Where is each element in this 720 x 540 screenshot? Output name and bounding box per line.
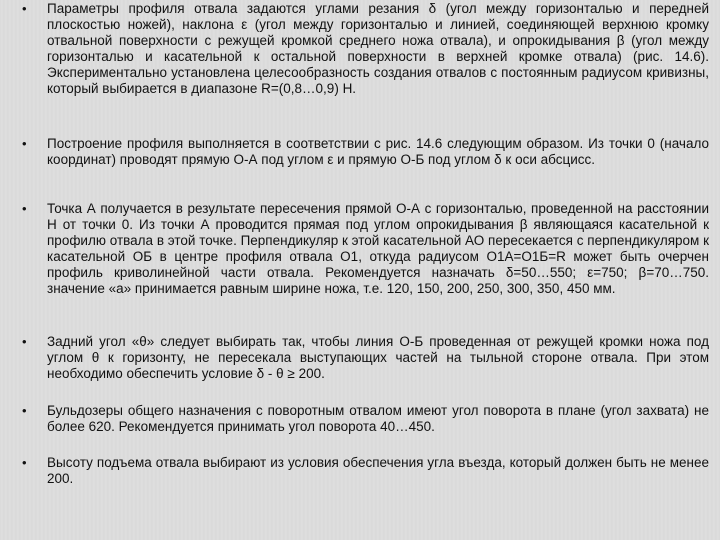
bullet-icon: •	[22, 455, 27, 470]
paragraph-rotation-angle: Бульдозеры общего назначения с поворотным отвалом имеют угол поворота в плане (угол захвата) не более 620. Рекомендуется принимать угол поворота 40…450.	[47, 403, 709, 434]
bullet-icon: •	[22, 136, 27, 151]
bullet-icon: •	[22, 1, 27, 16]
bullet-icon: •	[22, 334, 27, 349]
paragraph-lift-height: Высоту подъема отвала выбирают из условия обеспечения угла въезда, который должен быть не менее 200.	[47, 455, 709, 486]
bullet-icon: •	[22, 201, 27, 216]
paragraph-profile-construction: Построение профиля выполняется в соответствии с рис. 14.6 следующим образом. Из точки 0 (начало координат) проводят прямую О-А под углом ε и прямую О-Б под углом δ к оси абсцисс.	[47, 136, 709, 167]
paragraph-profile-parameters: Параметры профиля отвала задаются углами резания δ (угол между горизонталью и передней плоскостью ножей), наклона ε (угол между горизонталью и линией, соединяющей верхнюю кромку отвальной поверхности с режущей кромкой среднего ножа отвала), и опрокидывания β (угол между горизонталью и касательной к остальной поверхности в верхней кромке отвала) (рис. 14.6). Экспериментально установлена целесообразность создания отвалов с постоянным радиусом кривизны, который выбирается в диапазоне R=(0,8…0,9) Н.	[47, 1, 709, 96]
paragraph-rear-angle: Задний угол «θ» следует выбирать так, чтобы линия О-Б проведенная от режущей кромки ножа под углом θ к горизонту, не пересекала выступающих частей на тыльной стороне отвала. При этом необходимо обеспечить условие δ - θ ≥ 200.	[47, 334, 709, 381]
bullet-icon: •	[22, 403, 27, 418]
paragraph-point-a: Точка А получается в результате пересечения прямой О-А с горизонталью, проведенной на расстоянии Н от точки 0. Из точки А проводится прямая под углом опрокидывания β являющаяся касательной к профилю отвала в этой точке. Перпендикуляр к этой касательной АО пересекается с перпендикуляром к касательной ОБ в центре профиля отвала О1, откуда радиусом О1А=О1Б=R может быть очерчен профиль криволинейной части отвала. Рекомендуется назначать δ=50…550; ε=750; β=70…750. значение «а» принимается равным ширине ножа, т.е. 120, 150, 200, 250, 300, 350, 450 мм.	[47, 201, 709, 296]
